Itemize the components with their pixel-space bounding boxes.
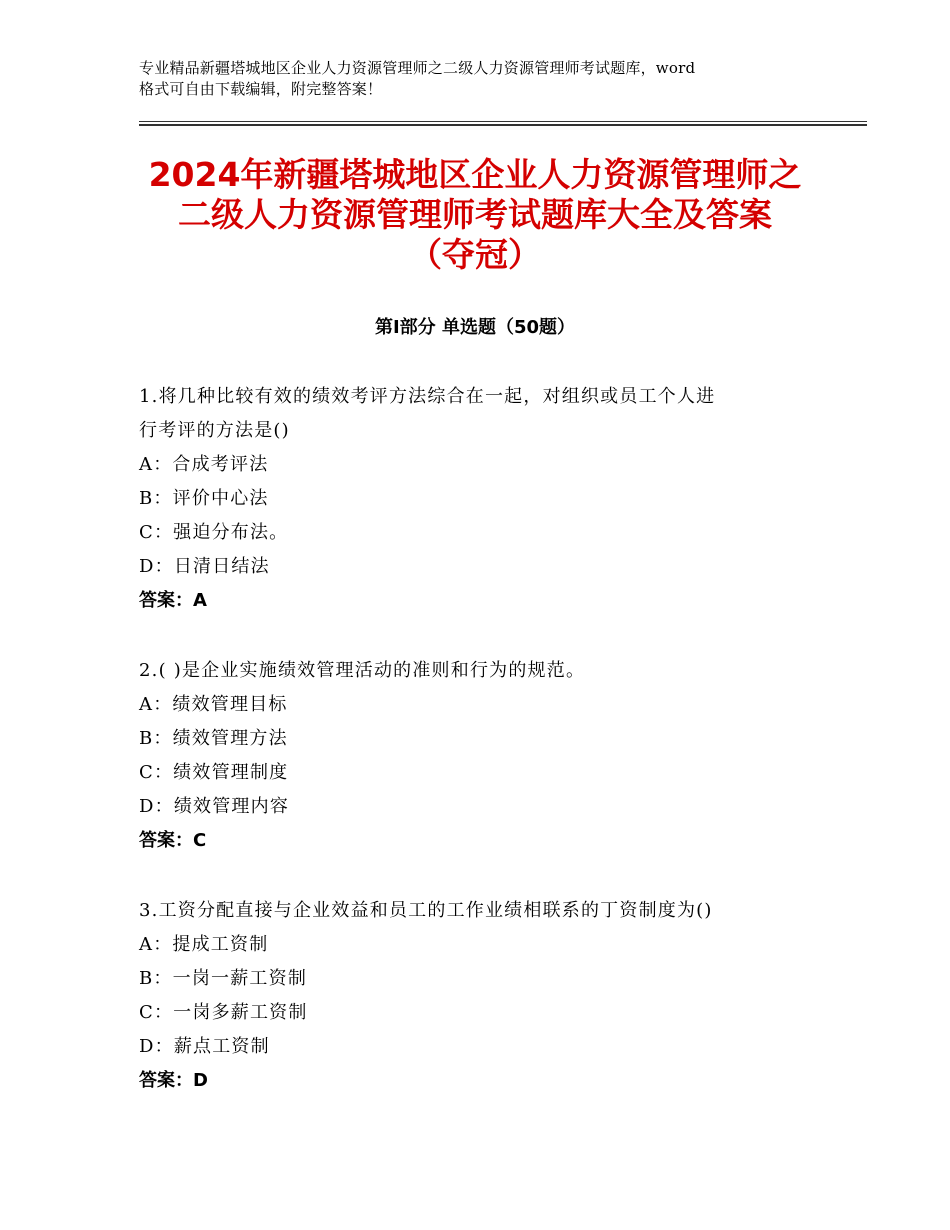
header-rule-thin [139, 121, 867, 122]
question-2 [139, 654, 859, 858]
question-stem: 2.( )是企业实施绩效管理活动的准则和行为的规范。 [139, 660, 586, 681]
answer: 答案：D [139, 1070, 208, 1091]
document-title [100, 155, 850, 275]
question-stem: 1.将几种比较有效的绩效考评方法综合在一起，对组织或员工个人进 [139, 386, 716, 407]
option-d: D：薪点工资制 [139, 1036, 270, 1057]
document-title-line-1: 2024年新疆塔城地区企业人力资源管理师之 [148, 155, 802, 194]
option-c: C：强迫分布法。 [139, 522, 289, 543]
option-b: B：一岗一薪工资制 [139, 968, 308, 989]
option-c: C：一岗多薪工资制 [139, 1002, 308, 1023]
question-3 [139, 894, 859, 1098]
question-list [139, 380, 859, 1134]
option-d: D：日清日结法 [139, 556, 270, 577]
question-1 [139, 380, 859, 618]
section-title: 第Ⅰ部分 单选题（50题） [374, 317, 575, 338]
option-d: D：绩效管理内容 [139, 796, 290, 817]
option-a: A：合成考评法 [139, 454, 269, 475]
question-stem: 行考评的方法是() [139, 420, 290, 441]
header-note-line-1: 专业精品新疆塔城地区企业人力资源管理师之二级人力资源管理师考试题库，word [139, 59, 696, 77]
option-a: A：提成工资制 [139, 934, 269, 955]
header-note-line-2: 格式可自由下载编辑，附完整答案！ [139, 80, 383, 98]
question-stem: 3.工资分配直接与企业效益和员工的工作业绩相联系的丁资制度为() [139, 900, 713, 921]
option-b: B：绩效管理方法 [139, 728, 288, 749]
option-a: A：绩效管理目标 [139, 694, 288, 715]
option-b: B：评价中心法 [139, 488, 269, 509]
answer: 答案：C [139, 830, 207, 851]
header-note [139, 58, 839, 100]
header-rule-thick [139, 124, 867, 126]
document-title-line-2: 二级人力资源管理师考试题库大全及答案 [178, 195, 772, 234]
document-title-line-3: （夺冠） [409, 235, 541, 274]
option-c: C：绩效管理制度 [139, 762, 289, 783]
answer: 答案：A [139, 590, 207, 611]
